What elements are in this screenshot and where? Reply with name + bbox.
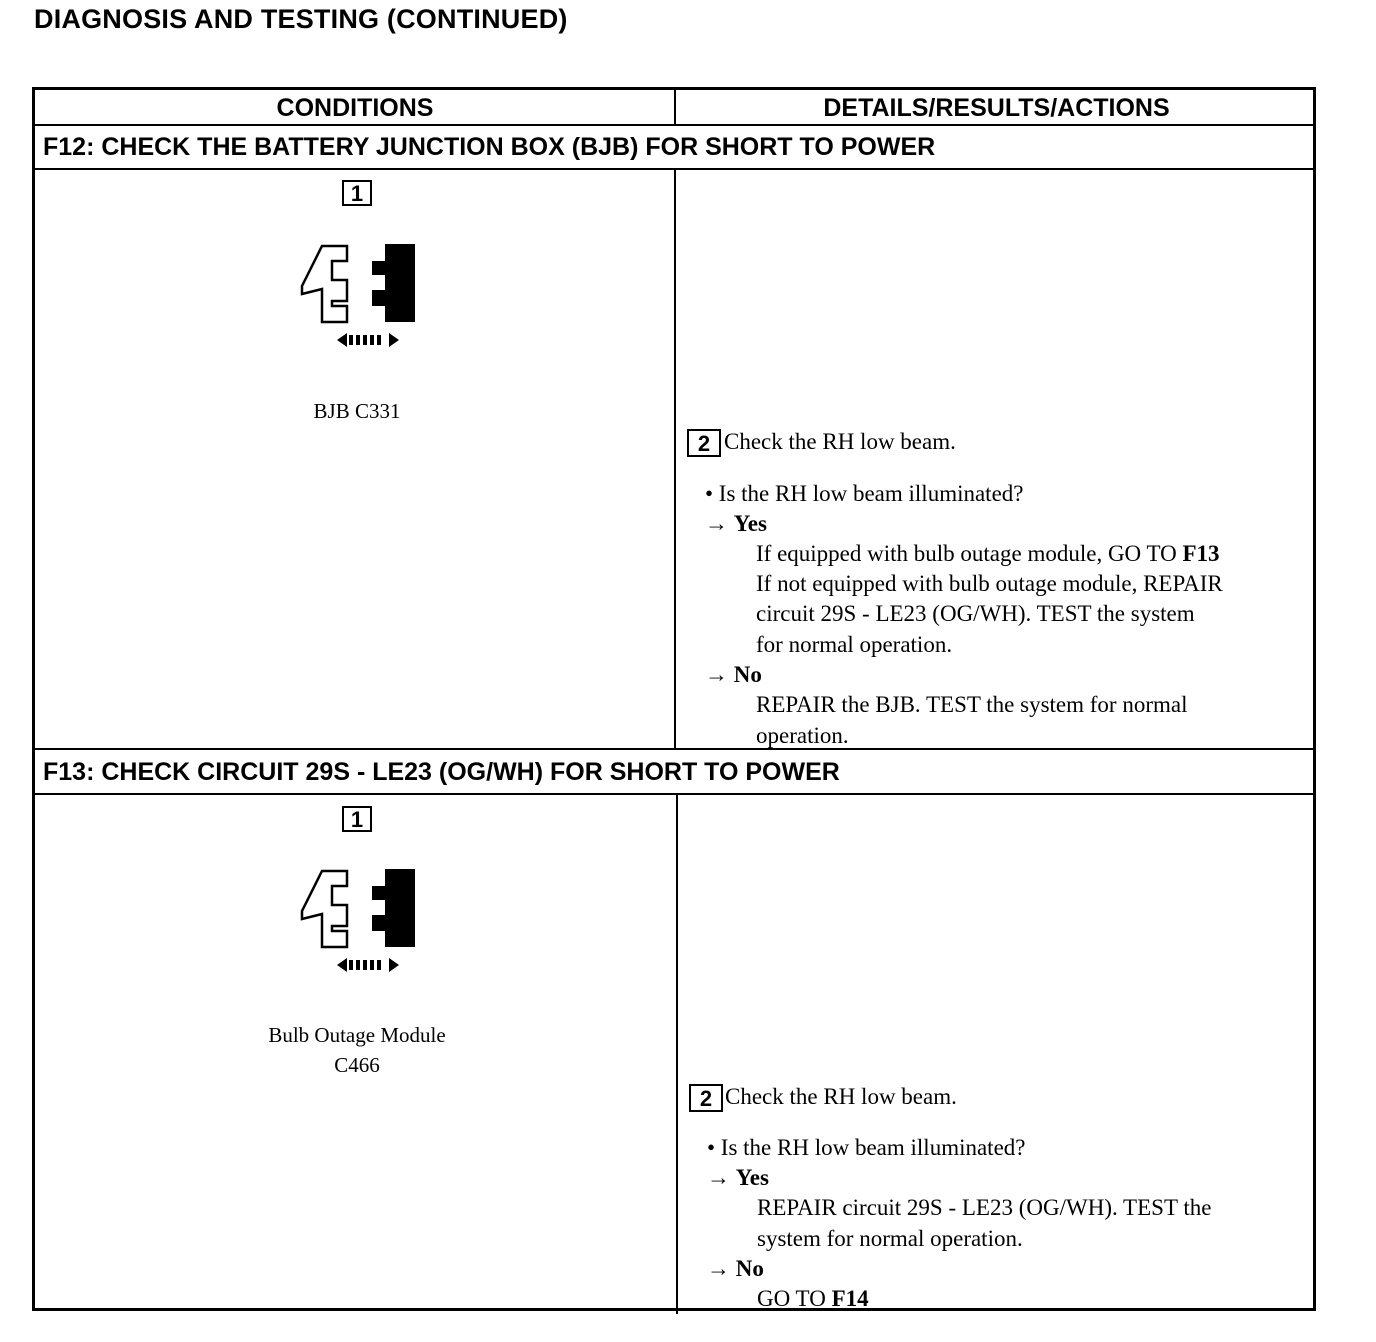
f12-no-action-line1: REPAIR the BJB. TEST the system for normal	[756, 692, 1188, 717]
f13-step2-instruction: Check the RH low beam.	[725, 1084, 957, 1109]
arrow-right-icon: →	[705, 511, 728, 536]
row-divider	[35, 124, 1313, 126]
f12-no-branch	[705, 660, 762, 690]
arrow-right-icon: →	[707, 1165, 730, 1190]
f13-question: • Is the RH low beam illuminated?	[707, 1135, 1026, 1160]
column-divider	[674, 90, 676, 124]
f13-step2-badge: 2	[689, 1084, 723, 1112]
page-title: DIAGNOSIS AND TESTING (CONTINUED)	[34, 4, 568, 34]
f12-question: • Is the RH low beam illuminated?	[705, 481, 1024, 506]
f12-step1-badge: 1	[342, 180, 372, 206]
f12-yes-action-line1	[756, 539, 1220, 569]
f13-no-action-line1	[757, 1284, 869, 1314]
f12-no-label: No	[733, 662, 762, 687]
f13-no-action-text: GO TO	[757, 1286, 832, 1311]
f13-caption-line1: Bulb Outage Module	[268, 1023, 446, 1047]
f13-step-heading: F13: CHECK CIRCUIT 29S - LE23 (OG/WH) FOR SHORT TO POWER	[43, 758, 840, 786]
f12-yes-action-text: If equipped with bulb outage module, GO TO	[756, 541, 1183, 566]
f13-goto-ref: F14	[831, 1286, 869, 1311]
arrow-right-icon: →	[705, 662, 728, 687]
details-column-header: DETAILS/RESULTS/ACTIONS	[823, 94, 1170, 122]
f13-yes-branch	[707, 1163, 769, 1193]
f12-step2-instruction: Check the RH low beam.	[724, 429, 956, 454]
f13-step1-badge: 1	[342, 806, 372, 832]
f12-yes-action-line3: circuit 29S - LE23 (OG/WH). TEST the system	[756, 601, 1195, 626]
f12-goto-ref: F13	[1182, 541, 1220, 566]
f12-yes-action-line4: for normal operation.	[756, 632, 953, 657]
conditions-column-header: CONDITIONS	[276, 94, 434, 122]
f12-yes-branch	[705, 509, 767, 539]
f13-no-branch	[707, 1254, 764, 1284]
f12-yes-label: Yes	[733, 511, 767, 536]
connector-disconnect-icon	[297, 869, 421, 981]
f13-no-label: No	[735, 1256, 764, 1281]
row-divider	[35, 748, 1313, 750]
f13-caption-line2: C466	[334, 1053, 380, 1077]
f12-yes-action-line2: If not equipped with bulb outage module, REPAIR	[756, 571, 1223, 596]
connector-disconnect-icon	[297, 244, 421, 356]
f13-yes-action-line1: REPAIR circuit 29S - LE23 (OG/WH). TEST the	[757, 1195, 1212, 1220]
column-divider	[674, 169, 676, 748]
diagnosis-table	[32, 87, 1316, 1311]
f13-yes-action-line2: system for normal operation.	[757, 1226, 1023, 1251]
row-divider	[35, 793, 1313, 795]
f12-connector-caption: BJB C331	[313, 399, 401, 423]
f12-step2-badge: 2	[687, 429, 721, 457]
f13-yes-label: Yes	[735, 1165, 769, 1190]
f13-connector-caption	[157, 1020, 557, 1080]
arrow-right-icon: →	[707, 1256, 730, 1281]
f12-no-action-line2: operation.	[756, 723, 849, 748]
column-divider	[676, 794, 678, 1314]
f12-step-heading: F12: CHECK THE BATTERY JUNCTION BOX (BJB) FOR SHORT TO POWER	[43, 133, 936, 161]
